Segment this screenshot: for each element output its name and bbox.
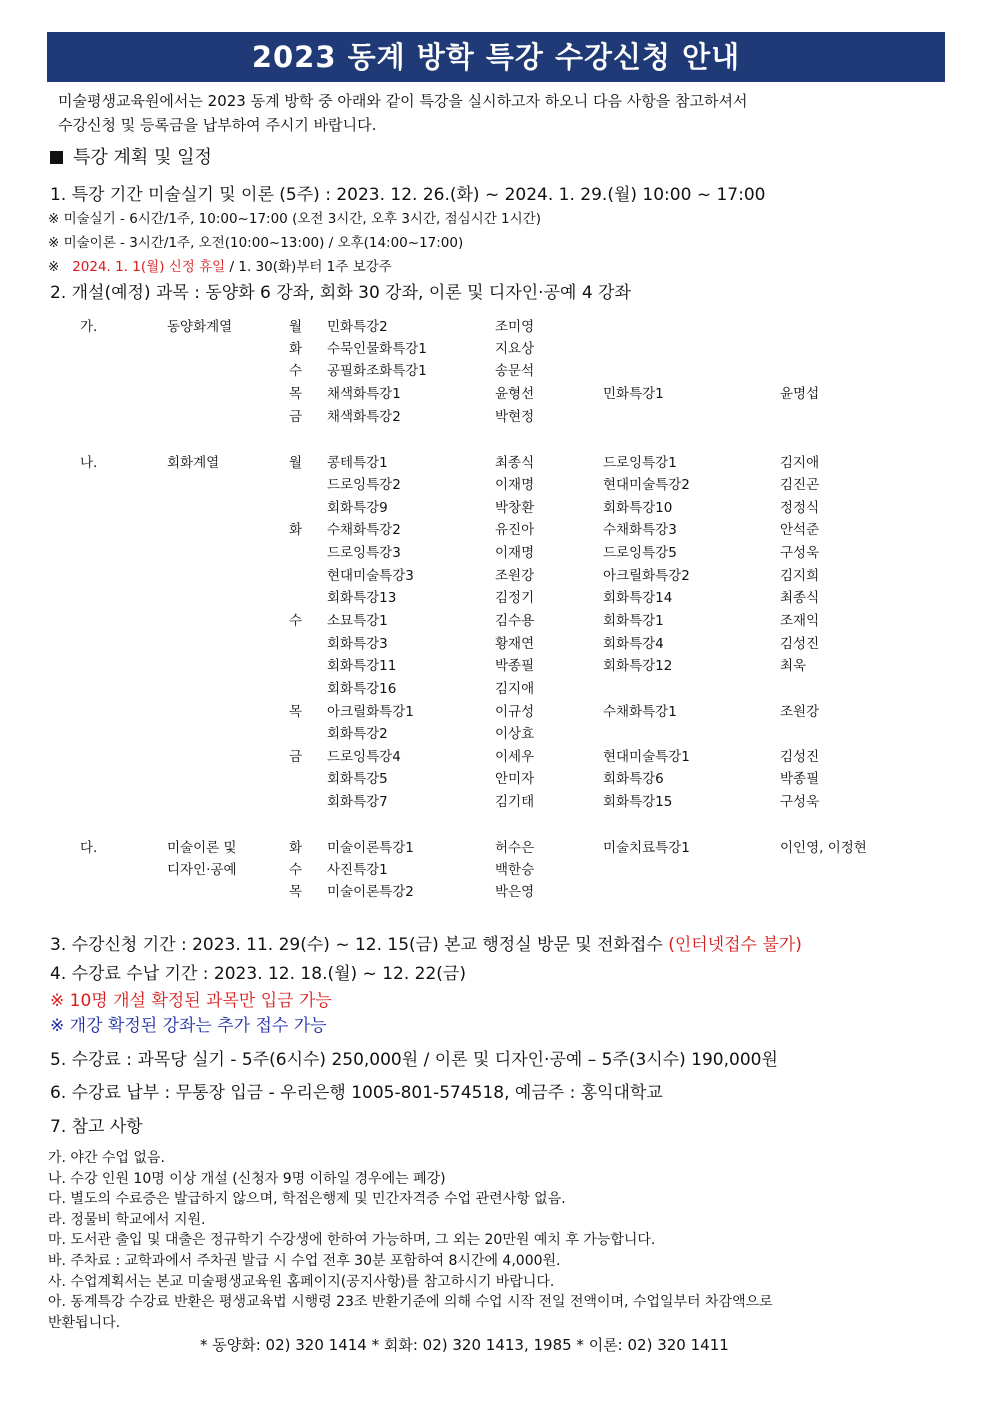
item-2: 2. 개설(예정) 과목 : 동양화 6 강좌, 회화 30 강좌, 이론 및 디자인·공예 4 강좌: [50, 283, 631, 303]
row-8-teacher-1: 박창환: [495, 500, 535, 516]
row-15-teacher-2: 최욱: [780, 658, 807, 674]
row-6-teacher-2: 김지애: [780, 455, 820, 471]
item-6: 6. 수강료 납부 : 무통장 입금 - 우리은행 1005-801-574518, 예금주 : 홍익대학교: [50, 1083, 663, 1103]
row-6-course-1: 콩테특강1: [327, 455, 388, 471]
item-3-note: (인터넷접수 불가): [668, 935, 802, 955]
row-13-day: 수: [289, 613, 303, 629]
row-10-teacher-2: 구성욱: [780, 545, 820, 561]
note-3-holiday: 2024. 1. 1(월) 신정 휴일: [72, 259, 226, 275]
warning-blue: ※ 개강 확정된 강좌는 추가 접수 가능: [50, 1016, 327, 1036]
row-18-course-1: 회화특강2: [327, 726, 388, 742]
row-15-teacher-1: 박종필: [495, 658, 535, 674]
row-8-course-2: 회화특강10: [603, 500, 673, 516]
reference-item: 나. 수강 인원 10명 이상 개설 (신청자 9명 이하일 경우에는 폐강): [48, 1170, 446, 1187]
row-6-teacher-1: 최종식: [495, 455, 535, 471]
row-4-course-1: 채색화특강1: [327, 386, 401, 402]
row-5-course-1: 채색화특강2: [327, 409, 401, 425]
row-4-course-2: 민화특강1: [603, 386, 664, 402]
item-5: 5. 수강료 : 과목당 실기 - 5주(6시수) 250,000원 / 이론 및 디자인·공예 – 5주(3시수) 190,000원: [50, 1050, 778, 1070]
row-17-teacher-1: 이규성: [495, 704, 535, 720]
row-1-teacher-1: 조미영: [495, 319, 535, 335]
row-1-course-1: 민화특강2: [327, 319, 388, 335]
row-24-teacher-1: 박은영: [495, 884, 535, 900]
row-6-course-2: 드로잉특강1: [603, 455, 677, 471]
row-24-day: 목: [289, 884, 303, 900]
row-9-course-2: 수채화특강3: [603, 522, 677, 538]
group-na-label: 나.: [80, 455, 98, 471]
row-23-teacher-1: 백한승: [495, 862, 535, 878]
row-14-teacher-2: 김성진: [780, 636, 820, 652]
row-8-teacher-2: 정정식: [780, 500, 820, 516]
row-9-teacher-2: 안석준: [780, 522, 820, 538]
row-16-course-1: 회화특강16: [327, 681, 397, 697]
note-3-rest: / 1. 30(화)부터 1주 보강주: [229, 259, 392, 275]
row-22-course-2: 미술치료특강1: [603, 840, 690, 856]
row-7-course-1: 드로잉특강2: [327, 477, 401, 493]
page-title: 2023 동계 방학 특강 수강신청 안내: [47, 32, 945, 82]
group-ga-label: 가.: [80, 319, 98, 335]
group-na-name: 회화계열: [167, 455, 220, 471]
reference-item: 바. 주차료 : 교학과에서 주차권 발급 시 수업 전후 30분 포함하여 8시간에 4,000원.: [48, 1253, 561, 1269]
row-6-day: 월: [289, 455, 303, 471]
row-21-course-1: 회화특강7: [327, 794, 388, 810]
row-21-course-2: 회화특강15: [603, 794, 673, 810]
row-3-day: 수: [289, 363, 303, 379]
row-19-teacher-1: 이세우: [495, 749, 535, 765]
row-10-course-2: 드로잉특강5: [603, 545, 677, 561]
row-19-course-2: 현대미술특강1: [603, 749, 690, 765]
reference-item: 마. 도서관 출입 및 대출은 정규학기 수강생에 한하여 가능하며, 그 외는 20만원 예치 후 가능합니다.: [48, 1232, 656, 1249]
row-18-teacher-1: 이상효: [495, 726, 535, 742]
row-20-course-2: 회화특강6: [603, 771, 664, 787]
reference-item: 반환됩니다.: [48, 1314, 121, 1331]
row-11-teacher-1: 조원강: [495, 568, 535, 584]
row-5-day: 금: [289, 409, 303, 425]
row-15-course-2: 회화특강12: [603, 658, 673, 674]
row-22-day: 화: [289, 840, 303, 856]
row-19-day: 금: [289, 749, 303, 765]
row-4-day: 목: [289, 386, 303, 402]
group-da-label: 다.: [80, 840, 98, 856]
section-header: [50, 143, 212, 169]
square-bullet-icon: [50, 151, 63, 164]
note-3-mark: ※: [48, 259, 60, 275]
item-1: 1. 특강 기간 미술실기 및 이론 (5주) : 2023. 12. 26.(화) ~ 2024. 1. 29.(월) 10:00 ~ 17:00: [50, 185, 766, 205]
group-da-name-2: 디자인·공예: [167, 862, 237, 878]
row-7-teacher-1: 이재명: [495, 477, 535, 493]
row-20-teacher-2: 박종필: [780, 771, 820, 787]
row-16-teacher-1: 김지애: [495, 681, 535, 697]
row-10-teacher-1: 이재명: [495, 545, 535, 561]
note-1: ※ 미술실기 - 6시간/1주, 10:00~17:00 (오전 3시간, 오후 3시간, 점심시간 1시간): [48, 211, 541, 227]
row-14-course-1: 회화특강3: [327, 636, 388, 652]
reference-item: 가. 야간 수업 없음.: [48, 1150, 165, 1166]
reference-item: 라. 정물비 학교에서 지원.: [48, 1211, 206, 1228]
row-19-course-1: 드로잉특강4: [327, 749, 401, 765]
row-4-teacher-1: 윤형선: [495, 386, 535, 402]
row-14-teacher-1: 황재연: [495, 636, 535, 652]
group-ga-name: 동양화계열: [167, 319, 233, 335]
intro-line-2: 수강신청 및 등록금을 납부하여 주시기 바랍니다.: [58, 116, 377, 134]
row-11-course-2: 아크릴화특강2: [603, 568, 690, 584]
note-2: ※ 미술이론 - 3시간/1주, 오전(10:00~13:00) / 오후(14:00~17:00): [48, 235, 464, 251]
row-17-day: 목: [289, 704, 303, 720]
item-7: 7. 참고 사항: [50, 1117, 143, 1137]
row-3-teacher-1: 송문석: [495, 363, 535, 379]
section-header-text: 특강 계획 및 일정: [73, 147, 212, 168]
row-13-teacher-2: 조재익: [780, 613, 820, 629]
row-13-teacher-1: 김수용: [495, 613, 535, 629]
item-3: [50, 930, 802, 955]
row-20-course-1: 회화특강5: [327, 771, 388, 787]
item-3-main: 3. 수강신청 기간 : 2023. 11. 29(수) ~ 12. 15(금) 본교 행정실 방문 및 전화접수: [50, 935, 663, 955]
row-4-teacher-2: 윤명섭: [780, 386, 820, 402]
row-21-teacher-2: 구성욱: [780, 794, 820, 810]
row-17-course-2: 수채화특강1: [603, 704, 677, 720]
note-3: [48, 255, 392, 275]
row-23-course-1: 사진특강1: [327, 862, 388, 878]
reference-item: 다. 별도의 수료증은 발급하지 않으며, 학점은행제 및 민간자격증 수업 관련사항 없음.: [48, 1191, 566, 1208]
row-8-course-1: 회화특강9: [327, 500, 388, 516]
row-13-course-2: 회화특강1: [603, 613, 664, 629]
row-20-teacher-1: 안미자: [495, 771, 535, 787]
row-17-course-1: 아크릴화특강1: [327, 704, 414, 720]
row-21-teacher-1: 김기태: [495, 794, 535, 810]
row-10-course-1: 드로잉특강3: [327, 545, 401, 561]
row-19-teacher-2: 김성진: [780, 749, 820, 765]
row-2-teacher-1: 지요상: [495, 341, 535, 357]
row-22-teacher-1: 허수은: [495, 840, 535, 856]
row-11-teacher-2: 김지희: [780, 568, 820, 584]
row-9-teacher-1: 유진아: [495, 522, 535, 538]
row-13-course-1: 소묘특강1: [327, 613, 388, 629]
reference-item: 사. 수업계획서는 본교 미술평생교육원 홈페이지(공지사항)를 참고하시기 바랍니다.: [48, 1273, 555, 1290]
row-22-teacher-2: 이인영, 이정현: [780, 840, 867, 856]
row-12-teacher-1: 김정기: [495, 590, 535, 606]
row-14-course-2: 회화특강4: [603, 636, 664, 652]
warning-red: ※ 10명 개설 확정된 과목만 입금 가능: [50, 991, 332, 1011]
intro-line-1: 미술평생교육원에서는 2023 동계 방학 중 아래와 같이 특강을 실시하고자 하오니 다음 사항을 참고하셔서: [58, 92, 748, 110]
row-23-day: 수: [289, 862, 303, 878]
row-3-course-1: 공필화조화특강1: [327, 363, 427, 379]
row-11-course-1: 현대미술특강3: [327, 568, 414, 584]
row-2-course-1: 수묵인물화특강1: [327, 341, 427, 357]
row-12-course-1: 회화특강13: [327, 590, 397, 606]
item-4: 4. 수강료 수납 기간 : 2023. 12. 18.(월) ~ 12. 22(금): [50, 964, 466, 984]
row-15-course-1: 회화특강11: [327, 658, 397, 674]
row-12-teacher-2: 최종식: [780, 590, 820, 606]
row-24-course-1: 미술이론특강2: [327, 884, 414, 900]
row-7-teacher-2: 김진곤: [780, 477, 820, 493]
row-5-teacher-1: 박현정: [495, 409, 535, 425]
reference-item: 아. 동계특강 수강료 반환은 평생교육법 시행령 23조 반환기준에 의해 수업 시작 전일 전액이며, 수업일부터 차감액으로: [48, 1294, 773, 1311]
row-2-day: 화: [289, 341, 303, 357]
row-1-day: 월: [289, 319, 303, 335]
row-17-teacher-2: 조원강: [780, 704, 820, 720]
row-12-course-2: 회화특강14: [603, 590, 673, 606]
row-9-course-1: 수채화특강2: [327, 522, 401, 538]
contact-numbers: * 동양화: 02) 320 1414 * 회화: 02) 320 1413, 1985 * 이론: 02) 320 1411: [200, 1336, 729, 1354]
row-7-course-2: 현대미술특강2: [603, 477, 690, 493]
row-22-course-1: 미술이론특강1: [327, 840, 414, 856]
group-da-name-1: 미술이론 및: [167, 840, 237, 856]
row-9-day: 화: [289, 522, 303, 538]
